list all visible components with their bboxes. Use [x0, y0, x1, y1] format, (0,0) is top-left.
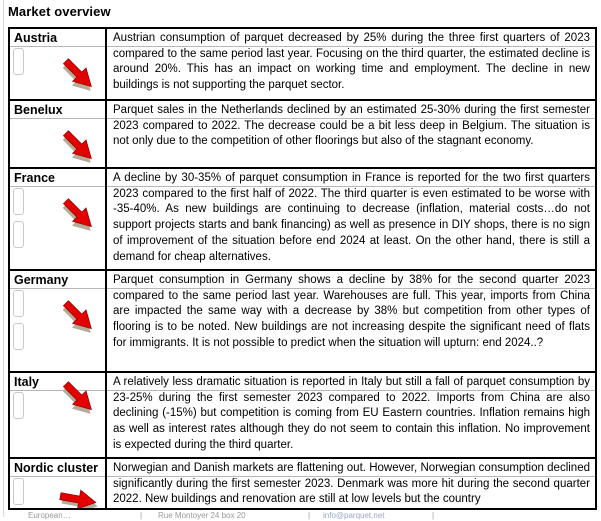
empty-image-placeholder [13, 48, 24, 75]
market-table [8, 27, 597, 510]
market-summary-text: A decline by 30-35% of parquet consumption in France is reported for the two first quarters 2023 compared to the first half of 2022. The third quarter is even estimated to be worse with -35-40%. As new buildings are continuing to decrease (inflation, material costs…do not support projects starts and bank financing) as well as presence in DIY shops, there is no sign of improvement of the situation before end 2024 at least. On the other hand, there is still a demand for cheap alternatives. [113, 172, 590, 263]
country-cell [10, 373, 107, 457]
footer-separator: | [140, 511, 143, 520]
table-row [10, 459, 595, 510]
country-label: Germany [14, 273, 69, 287]
page-margin-line [3, 0, 4, 517]
trend-arrow-icon [58, 480, 100, 510]
table-row [10, 169, 595, 271]
placeholder-column [13, 48, 24, 95]
footer-separator: | [308, 511, 311, 520]
market-summary-text: Parquet sales in the Netherlands declined by an estimated 25-30% during the first semester 2023 compared to 2022. The decrease could be a bit less deep in Belgium. The situation is not only due to the competition of other floorings but also of the stagnant economy. [113, 104, 590, 148]
market-summary-text: Austrian consumption of parquet decreased by 25% during the three first quarters of 2023 compared to the same period last year. Focusing on the third quarter, the estimated decline is around 20%. This has an impact on working time and employment. The decline in new buildings is not supporting the parquet sector. [113, 32, 590, 92]
footer-org-text: European… [28, 511, 71, 520]
table-row [10, 373, 595, 459]
market-summary-text: Parquet consumption in Germany shows a decline by 38% for the second quarter 2023 compared to the same period last year. Warehouses are full. This year, imports from China are impacted the same way with a decrease by 38% but competition from other types of flooring is to be noted. New buildings are not increasing despite the significant need of flats for immigrants. It is not possible to predict when the situation will upturn: end 2024..? [113, 274, 590, 349]
country-cell [10, 29, 107, 99]
empty-image-placeholder [13, 392, 24, 419]
country-cell [10, 271, 107, 371]
empty-image-placeholder [13, 478, 24, 505]
empty-image-placeholder [13, 221, 24, 248]
table-row [10, 29, 595, 101]
trend-arrow-icon [58, 378, 100, 418]
placeholder-column [13, 188, 24, 248]
market-summary-text: A relatively less dramatic situation is reported in Italy but still a fall of parquet consumption by 23-25% during the first semester 2023 compared to 2022. Imports from China are also declining (-15%) but competition is coming from EU Eastern countries. Inflation remains high as well as interest rates although they do not seem to contain this inflation. No improvement is expected during the third quarter. [113, 376, 590, 451]
trend-arrow-icon [58, 297, 100, 337]
placeholder-column [13, 290, 24, 350]
document-footer [0, 511, 601, 521]
country-label: Austria [14, 31, 58, 45]
country-cell [10, 169, 107, 269]
market-summary-text: Norwegian and Danish markets are flattening out. However, Norwegian consumption declined significantly during the first semester 2023. Denmark was more hit during the second quarter 2022. New buildings and renovation are still at low levels but the country [113, 462, 590, 506]
trend-arrow-icon [58, 55, 100, 95]
country-label: Nordic cluster [14, 461, 99, 475]
footer-separator: | [432, 511, 435, 520]
empty-image-placeholder [13, 290, 24, 317]
placeholder-column [13, 392, 24, 419]
empty-image-placeholder [13, 323, 24, 350]
trend-arrow-icon [58, 195, 100, 235]
footer-address-text: Rue Montoyer 24 box 20 [158, 511, 246, 520]
table-row [10, 271, 595, 373]
trend-arrow-icon [58, 127, 100, 167]
page-title: Market overview [8, 4, 111, 19]
table-row [10, 101, 595, 169]
footer-email-link[interactable]: info@parquet.net [323, 511, 385, 520]
country-cell [10, 101, 107, 167]
country-label: Benelux [14, 103, 63, 117]
country-label: Italy [14, 375, 40, 389]
country-label: France [14, 171, 55, 185]
empty-image-placeholder [13, 188, 24, 215]
placeholder-column [13, 478, 24, 510]
country-cell [10, 459, 107, 508]
